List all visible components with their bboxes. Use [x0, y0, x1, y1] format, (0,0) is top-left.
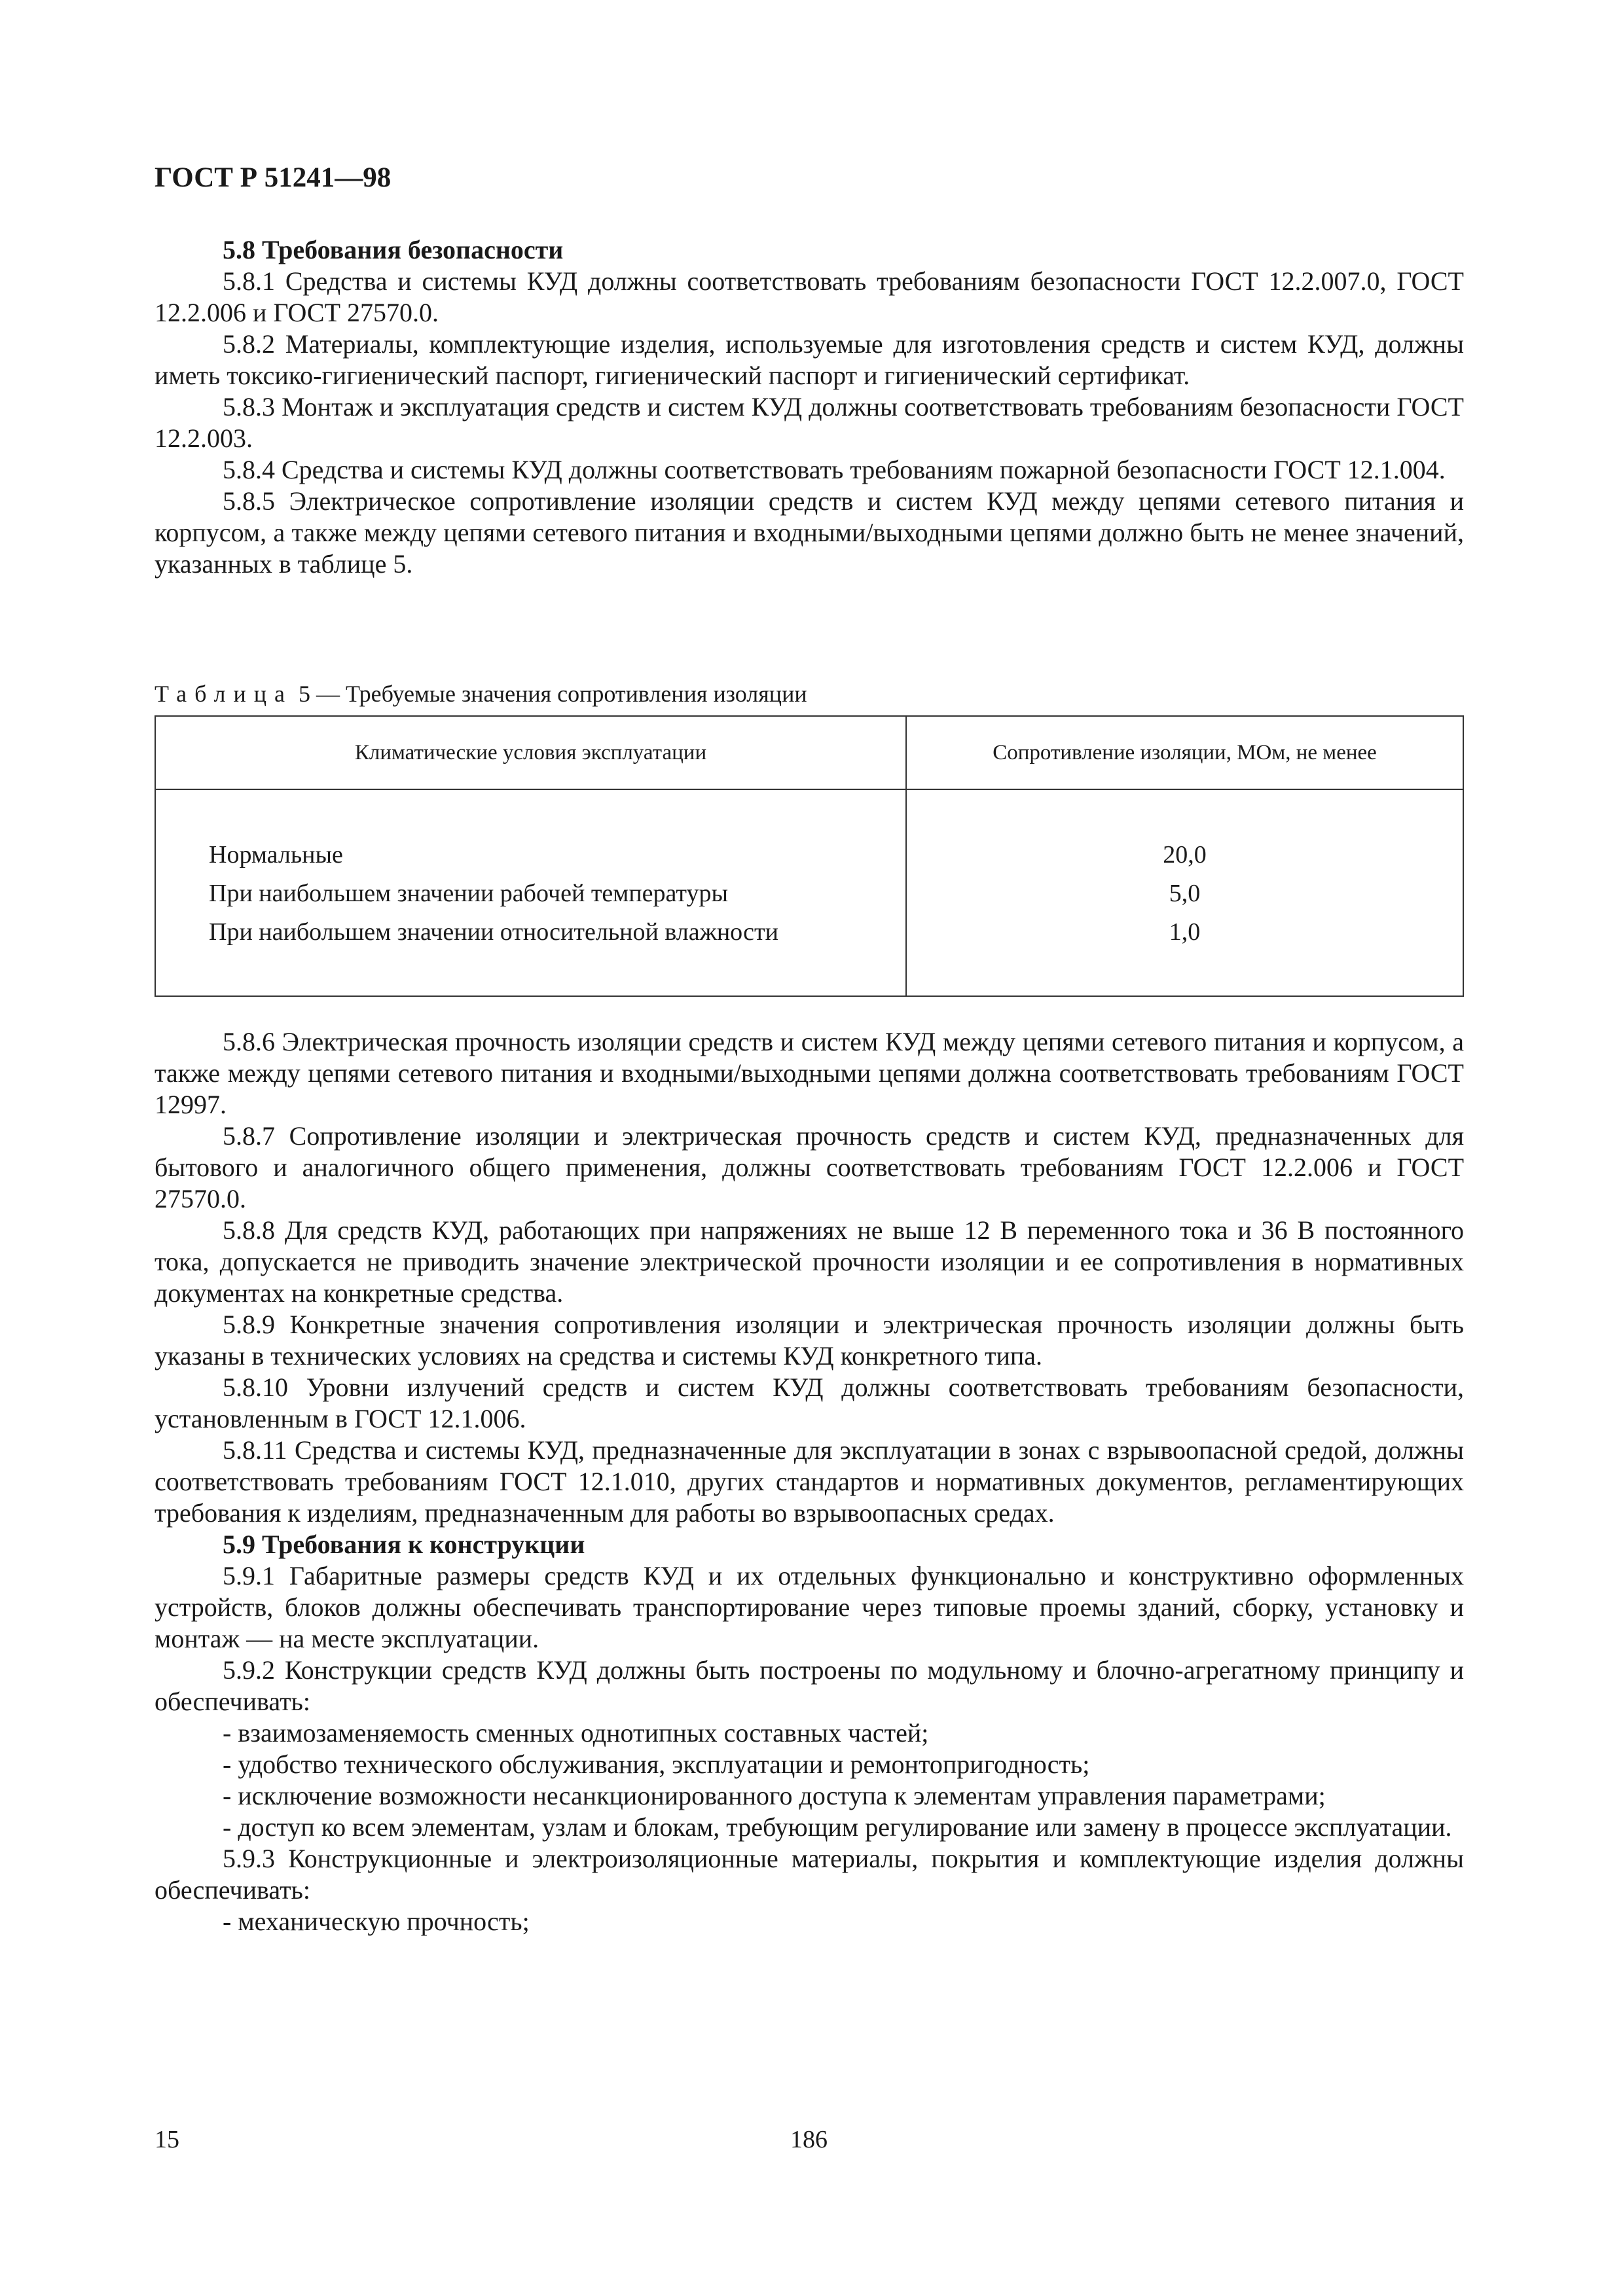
list-item: - исключение возможности несанкционированного доступа к элементам управления параметрами; — [223, 1781, 1326, 1810]
table-cell-conditions — [155, 789, 906, 996]
section-5-8 — [155, 234, 1464, 580]
paragraph-5-8-3: 5.8.3 Монтаж и эксплуатация средств и систем КУД должны соответствовать требованиям безопасности ГОСТ 12.2.003. — [155, 392, 1464, 453]
table-cell: 5,0 — [1169, 880, 1201, 907]
paragraph-5-9-1: 5.9.1 Габаритные размеры средств КУД и их отдельных функционально и конструктивно оформленных устройств, блоков должны обеспечивать транспортирование через типовые проемы зданий, сборку, установку и монтаж — на месте эксплуатации. — [155, 1561, 1464, 1653]
page-number-left: 15 — [155, 2126, 179, 2153]
table-cell: 20,0 — [1163, 841, 1207, 869]
paragraph-5-9-2: 5.9.2 Конструкции средств КУД должны быть построены по модульному и блочно-агрегатному принципу и обеспечивать: — [155, 1655, 1464, 1716]
paragraph-5-8-6: 5.8.6 Электрическая прочность изоляции средств и систем КУД между цепями сетевого питания и корпусом, а также между цепями сетевого питания и входными/выходными цепями должна соответствовать требованиям ГОСТ 12997. — [155, 1027, 1464, 1119]
table-cell: 1,0 — [1169, 918, 1201, 946]
paragraph-5-8-9: 5.8.9 Конкретные значения сопротивления изоляции и электрическая прочность изоляции должны быть указаны в технических условиях на средства и системы КУД конкретного типа. — [155, 1310, 1464, 1371]
sections-continued — [155, 1026, 1464, 1937]
table-header-row — [155, 716, 1463, 789]
table-row — [155, 789, 1463, 996]
paragraph-5-8-7: 5.8.7 Сопротивление изоляции и электрическая прочность средств и систем КУД, предназначенных для бытового и аналогичного общего применения, должны соответствовать требованиям ГОСТ 12.2.006 и ГОСТ 27570.0. — [155, 1121, 1464, 1213]
table-header-conditions: Климатические условия эксплуатации — [155, 716, 906, 789]
section-title: 5.9 Требования к конструкции — [223, 1530, 585, 1559]
table-caption — [155, 678, 807, 709]
table-cell: Нормальные — [209, 841, 343, 869]
table-cell: При наибольшем значении относительной влажности — [209, 918, 778, 946]
list-item: - взаимозаменяемость сменных однотипных составных частей; — [223, 1718, 929, 1748]
list-item: - удобство технического обслуживания, эксплуатации и ремонтопригодность; — [223, 1749, 1090, 1779]
paragraph-5-8-1: 5.8.1 Средства и системы КУД должны соответствовать требованиям безопасности ГОСТ 12.2.007.0, ГОСТ 12.2.006 и ГОСТ 27570.0. — [155, 266, 1464, 327]
page-number-center: 186 — [790, 2126, 828, 2153]
table-caption-text: 5 — Требуемые значения сопротивления изоляции — [298, 681, 807, 707]
table-cell-values — [906, 789, 1463, 996]
paragraph-5-8-10: 5.8.10 Уровни излучений средств и систем КУД должны соответствовать требованиям безопасности, установленным в ГОСТ 12.1.006. — [155, 1372, 1464, 1433]
table-5 — [155, 715, 1464, 997]
paragraph-5-9-3: 5.9.3 Конструкционные и электроизоляционные материалы, покрытия и комплектующие изделия должны обеспечивать: — [155, 1844, 1464, 1905]
section-title: 5.8 Требования безопасности — [223, 235, 564, 264]
list-item: - механическую прочность; — [223, 1907, 530, 1936]
table-caption-label: Таблица — [155, 681, 293, 707]
paragraph-5-8-5: 5.8.5 Электрическое сопротивление изоляции средств и систем КУД между цепями сетевого питания и корпусом, а также между цепями сетевого питания и входными/выходными цепями должно быть не менее значений, указанных в таблице 5. — [155, 486, 1464, 579]
document-header: ГОСТ Р 51241—98 — [155, 162, 392, 193]
table-cell: При наибольшем значении рабочей температуры — [209, 880, 729, 907]
table-header-resistance: Сопротивление изоляции, МОм, не менее — [906, 716, 1463, 789]
paragraph-5-8-11: 5.8.11 Средства и системы КУД, предназначенные для эксплуатации в зонах с взрывоопасной средой, должны соответствовать требованиям ГОСТ 12.1.010, других стандартов и нормативных документов, регламентирующих требования к изделиям, предназначенным для работы во взрывоопасных средах. — [155, 1435, 1464, 1528]
list-item: - доступ ко всем элементам, узлам и блокам, требующим регулирование или замену в процессе эксплуатации. — [223, 1812, 1452, 1842]
paragraph-5-8-2: 5.8.2 Материалы, комплектующие изделия, используемые для изготовления средств и систем КУД, должны иметь токсико-гигиенический паспорт, гигиенический паспорт и гигиенический сертификат. — [155, 329, 1464, 390]
paragraph-5-8-8: 5.8.8 Для средств КУД, работающих при напряжениях не выше 12 В переменного тока и 36 В постоянного тока, допускается не приводить значение электрической прочности изоляции и ее сопротивления в нормативных документах на конкретные средства. — [155, 1215, 1464, 1308]
paragraph-5-8-4: 5.8.4 Средства и системы КУД должны соответствовать требованиям пожарной безопасности ГОСТ 12.1.004. — [223, 455, 1446, 484]
